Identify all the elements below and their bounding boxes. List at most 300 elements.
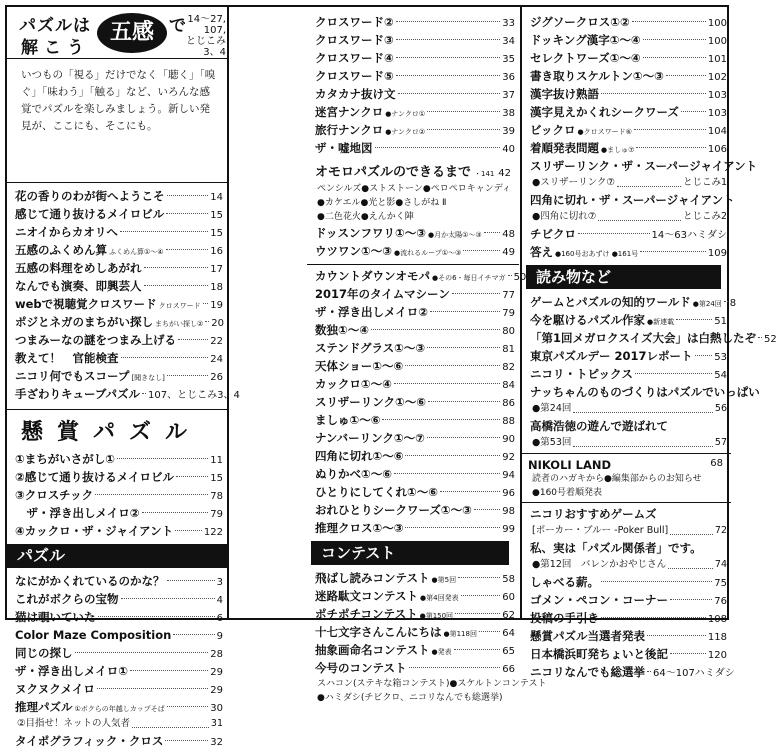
- leader-dots: [452, 293, 500, 294]
- toc-entry[interactable]: [522, 243, 731, 261]
- entry-page: 32: [210, 737, 223, 748]
- entry-title: 今を駆けるパズル作家: [530, 313, 645, 327]
- contest-section-title: コンテスト: [311, 541, 509, 565]
- entry-title: 推理パズル: [15, 700, 73, 714]
- leader-dots: [405, 455, 500, 456]
- entry-subtitle: ●第24回: [692, 300, 722, 308]
- entry-page: 34: [502, 36, 515, 47]
- leader-dots: [724, 301, 728, 302]
- toc-entry[interactable]: [522, 225, 731, 243]
- entry-subtitle: ●月か太陽①〜③: [428, 231, 482, 239]
- entry-page: 14: [210, 192, 223, 203]
- entry-page: 14〜63ハミダシ: [651, 230, 727, 241]
- toc-entry[interactable]: [522, 85, 731, 103]
- omoro-title-text: オモロパズルのできるまで: [315, 165, 472, 180]
- entry-title: ナッちゃんのものづくりはパズルでいっぱい: [530, 385, 760, 399]
- toc-entry[interactable]: [522, 663, 735, 681]
- toc-entry[interactable]: [7, 223, 227, 241]
- leader-dots: [454, 649, 501, 650]
- entry-title: 日本橋浜町発ちょいと後記: [530, 647, 668, 661]
- toc-entry[interactable]: [522, 49, 731, 67]
- toc-entry[interactable]: [307, 13, 519, 31]
- entry-subtitle: ②目指せ！ネットの人気者: [17, 718, 131, 729]
- entry-subtitle: ●第118回: [443, 630, 477, 638]
- leader-dots: [632, 21, 706, 22]
- entry-page: 72: [714, 525, 727, 536]
- entry-page: 60: [502, 592, 515, 603]
- toc-entry[interactable]: [522, 557, 731, 573]
- toc-entry[interactable]: [7, 241, 227, 259]
- entry-page: とじこみ1: [682, 177, 727, 188]
- toc-entry[interactable]: [307, 285, 519, 303]
- feature-header: [7, 7, 227, 59]
- leader-dots: [75, 652, 209, 653]
- contest-note-1: スハコン(ステキな箱コンテスト)●スケルトンコンテスト: [317, 679, 547, 689]
- leader-dots: [98, 616, 215, 617]
- toc-entry[interactable]: [7, 349, 227, 367]
- entry-title: クロスワード②: [315, 15, 394, 29]
- table-of-contents: [5, 5, 777, 748]
- entry-title: ヌクヌクメイロ: [15, 682, 95, 696]
- entry-page: 74: [714, 559, 727, 570]
- omoro-line-1: ペンシルズ●ストストーン●ペロペロキャンディ: [317, 184, 511, 194]
- entry-page: 122: [203, 527, 223, 538]
- puzzle-section-title: パズル: [7, 544, 227, 568]
- leader-dots: [167, 706, 209, 707]
- entry-title: チビクロ: [530, 227, 576, 241]
- toc-entry[interactable]: [522, 523, 731, 539]
- leader-dots: [117, 458, 208, 459]
- leader-dots: [617, 171, 681, 187]
- toc-entry[interactable]: [7, 486, 227, 504]
- entry-title: webで視聴覚クロスワード: [15, 297, 157, 311]
- entry-page: 17: [210, 264, 223, 275]
- entry-subtitle: ●ナンクロ②: [385, 128, 426, 136]
- toc-entry[interactable]: [307, 67, 519, 85]
- entry-page: 96: [502, 488, 515, 499]
- leader-dots: [640, 251, 706, 252]
- entry-title: 懸賞パズル当選者発表: [530, 629, 645, 643]
- header-line2: 解こう: [21, 38, 90, 58]
- entry-page: 54: [714, 370, 727, 381]
- nikoli-land-line-2: ●160号着順発表: [532, 488, 603, 498]
- entry-page: 11: [210, 455, 223, 466]
- toc-entry[interactable]: [522, 365, 731, 383]
- entry-page: 38: [502, 108, 515, 119]
- toc-entry[interactable]: [307, 139, 519, 157]
- entry-page: 51: [714, 316, 727, 327]
- entry-title: 手ざわりキューブパズル: [15, 387, 141, 401]
- omoro-line-2: ●カケエル●光と影●さしがね Ⅱ: [317, 198, 447, 208]
- toc-entry[interactable]: [522, 645, 731, 663]
- leader-dots: [463, 250, 500, 251]
- leader-dots: [598, 205, 681, 221]
- entry-page: 4: [216, 595, 223, 606]
- toc-entry[interactable]: [522, 139, 731, 157]
- toc-entry[interactable]: [307, 85, 519, 103]
- entry-page: 37: [502, 90, 515, 101]
- toc-entry[interactable]: [522, 311, 731, 329]
- entry-page: 80: [502, 326, 515, 337]
- entry-page: 78: [210, 491, 223, 502]
- entry-title: クロスワード④: [315, 51, 394, 65]
- leader-dots: [758, 337, 762, 338]
- entry-title: ドッキング漢字①〜④: [530, 33, 641, 47]
- leader-dots: [670, 653, 706, 654]
- leader-dots: [167, 375, 208, 376]
- leader-dots: [144, 267, 209, 268]
- entry-title: ウツワン①〜③: [315, 244, 392, 258]
- entry-page: 31: [210, 718, 223, 729]
- toc-entry[interactable]: [7, 504, 227, 522]
- reading-section-title: 読み物など: [526, 265, 721, 289]
- leader-dots: [394, 383, 500, 384]
- toc-entry[interactable]: [307, 483, 519, 501]
- entry-title: おれひとりシークワーズ①〜③: [315, 503, 472, 517]
- entry-subtitle: ●第53回: [532, 437, 572, 448]
- leader-dots: [178, 339, 208, 340]
- leader-dots: [142, 512, 209, 513]
- entry-page: 39: [502, 126, 515, 137]
- entry-page: 33: [502, 18, 515, 29]
- toc-entry[interactable]: [7, 662, 227, 680]
- leader-dots: [643, 39, 706, 40]
- nikoli-land-title[interactable]: [522, 456, 731, 472]
- leader-dots: [440, 491, 500, 492]
- entry-title: 感じて通り抜けるメイロビル: [15, 207, 165, 221]
- toc-entry[interactable]: [522, 401, 731, 417]
- entry-title: ひとりにしてくれ①〜⑥: [315, 485, 438, 499]
- entry-title: ザ・浮き出しメイロ②: [15, 506, 140, 520]
- leader-dots: [120, 231, 208, 232]
- toc-entry[interactable]: [307, 303, 519, 321]
- toc-entry[interactable]: [522, 13, 731, 31]
- entry-page: 40: [502, 144, 515, 155]
- intro-text: いつもの「視る」だけでなく「聴く」「嗅ぐ」「味わう」「触る」など、いろんな感覚でパズルを楽しみましょう。新しい発見が、ここにも、そこにも。: [7, 59, 227, 183]
- entry-page: 53: [714, 352, 727, 363]
- entry-page: 103: [707, 108, 727, 119]
- entry-title: ③クロスチック: [15, 488, 94, 502]
- entry-title: ジグソークロス①②: [530, 15, 630, 29]
- leader-dots: [458, 577, 500, 578]
- entry-title: 猫は覗いていた: [15, 610, 96, 624]
- entry-page: 81: [502, 344, 515, 355]
- entry-page: 88: [502, 416, 515, 427]
- entry-page: 92: [502, 452, 515, 463]
- toc-entry[interactable]: [7, 331, 227, 349]
- entry-page: 103: [707, 90, 727, 101]
- entry-title: Color Maze Composition: [15, 628, 172, 642]
- toc-entry[interactable]: [522, 573, 731, 591]
- entry-page: 86: [502, 398, 515, 409]
- leader-dots: [643, 57, 706, 58]
- header-page-2: 107,: [203, 25, 226, 36]
- toc-entry[interactable]: [307, 501, 519, 519]
- entry-page: 118: [707, 632, 727, 643]
- toc-entry[interactable]: [7, 716, 227, 732]
- entry-subtitle: ●発表: [431, 648, 452, 656]
- leader-dots: [405, 527, 500, 528]
- entry-title: 漢字抜け熟語: [530, 87, 599, 101]
- leader-dots: [676, 319, 712, 320]
- entry-subtitle: [聞きなし]: [131, 374, 165, 382]
- toc-entry[interactable]: [307, 641, 519, 659]
- toc-entry[interactable]: [7, 680, 227, 698]
- entry-title: 迷宮ナンクロ: [315, 105, 384, 119]
- entry-page: 48: [502, 229, 515, 240]
- entry-page: 66: [502, 664, 515, 675]
- entry-title: 「第1回メガロクスイズ大会」は白熱したぞ: [530, 331, 757, 345]
- entry-title: 五感のふくめん算: [15, 243, 107, 257]
- leader-dots: [601, 617, 706, 618]
- toc-entry[interactable]: [307, 605, 519, 623]
- entry-page: 20: [211, 318, 225, 329]
- leader-dots: [427, 437, 500, 438]
- toc-entry[interactable]: [522, 103, 731, 121]
- toc-entry[interactable]: [7, 367, 227, 385]
- toc-entry[interactable]: [522, 609, 731, 627]
- entry-page: 100: [707, 18, 727, 29]
- entry-title: ニコリ・トピックス: [530, 367, 633, 381]
- entry-page: 98: [502, 506, 515, 517]
- entry-title: カックロ①〜④: [315, 377, 392, 391]
- entry-page: 15: [210, 473, 223, 484]
- leader-dots: [205, 321, 209, 322]
- entry-title: ポジとネガのまちがい探し: [15, 315, 153, 329]
- entry-page: 90: [502, 434, 515, 445]
- toc-entry[interactable]: [522, 591, 731, 609]
- entry-title: 投稿の手引き: [530, 611, 599, 625]
- toc-entry[interactable]: [307, 519, 519, 537]
- entry-title: ゴメン・ペコン・コーナー: [530, 593, 668, 607]
- leader-dots: [455, 613, 500, 614]
- leader-dots: [427, 129, 500, 130]
- entry-title: ステンドグラス①〜③: [315, 341, 426, 355]
- toc-entry[interactable]: [7, 468, 227, 486]
- entry-title: ニコリおすすめゲームズ: [530, 507, 657, 521]
- leader-dots: [461, 595, 501, 596]
- leader-dots: [430, 311, 500, 312]
- entry-title: 答え: [530, 245, 553, 259]
- leader-dots: [601, 93, 706, 94]
- toc-entry[interactable]: [307, 267, 527, 285]
- entry-title: 四角に切れ①〜⑥: [315, 449, 404, 463]
- entry-subtitle: ●第150回: [419, 612, 454, 620]
- entry-subtitle: ●クロスワード⑥: [577, 128, 632, 136]
- entry-title: ④カックロ・ザ・ジャイアント: [15, 524, 174, 538]
- entry-title: ぬりかべ①〜⑥: [315, 467, 392, 481]
- toc-entry[interactable]: [7, 450, 227, 468]
- toc-entry[interactable]: [307, 569, 519, 587]
- leader-dots: [396, 75, 501, 76]
- entry-page: 57: [714, 437, 727, 448]
- entry-title: 今号のコンテスト: [315, 661, 407, 675]
- entry-title: ②感じて通り抜けるメイロビル: [15, 470, 175, 484]
- entry-subtitle: ①ボクらの年越しカップそば: [74, 705, 165, 713]
- entry-page: とじこみ2: [682, 211, 727, 222]
- toc-entry[interactable]: [7, 277, 227, 295]
- toc-entry[interactable]: [307, 659, 519, 677]
- entry-page: 75: [714, 578, 727, 589]
- leader-dots: [573, 431, 713, 447]
- entry-title: ニオイからカオリへ: [15, 225, 118, 239]
- entry-title: 花の香りのわが街へようこそ: [15, 189, 165, 203]
- toc-entry[interactable]: [7, 626, 227, 644]
- entry-title: 迷路駄文コンテスト: [315, 589, 419, 603]
- toc-entry[interactable]: [307, 103, 519, 121]
- toc-entry[interactable]: [307, 375, 519, 393]
- toc-entry[interactable]: [522, 175, 731, 191]
- toc-entry[interactable]: [7, 295, 227, 313]
- entry-subtitle: ●ナンクロ①: [385, 110, 426, 118]
- entry-page: 107、とじこみ3、4: [148, 390, 240, 401]
- toc-entry[interactable]: [7, 259, 227, 277]
- entry-title: 教えて！ 官能検査: [15, 351, 119, 365]
- entry-title: ニコリなんでも総選挙: [530, 665, 645, 679]
- entry-page: 49: [502, 247, 515, 258]
- entry-page: 30: [210, 703, 223, 714]
- leader-dots: [634, 129, 706, 130]
- leader-dots: [636, 147, 706, 148]
- entry-page: 26: [210, 372, 223, 383]
- leader-dots: [203, 303, 209, 304]
- toc-entry[interactable]: [522, 31, 731, 49]
- leader-dots: [405, 365, 500, 366]
- toc-entry[interactable]: [522, 329, 777, 347]
- toc-entry[interactable]: [7, 187, 227, 205]
- toc-entry[interactable]: [522, 627, 731, 645]
- entry-page: 15: [210, 228, 223, 239]
- entry-subtitle: ●第5回: [431, 576, 457, 584]
- entry-title: なんでも演奏、即興芸人: [15, 279, 142, 293]
- header-page-1: 14〜27,: [187, 14, 226, 25]
- entry-title: 漢字見えかくれシークワーズ: [530, 105, 679, 119]
- contest-note-2: ●ハミダシ(チビクロ、ニコリなんでも総選挙): [317, 693, 503, 703]
- leader-dots: [382, 419, 500, 420]
- entry-page: 94: [502, 470, 515, 481]
- entry-title: つまみーなの謎をつまみ上げる: [15, 333, 176, 347]
- entry-page: 79: [502, 308, 515, 319]
- leader-dots: [578, 233, 650, 234]
- entry-page: 62: [502, 610, 515, 621]
- entry-page: 84: [502, 380, 515, 391]
- leader-dots: [95, 494, 208, 495]
- entry-page: 76: [714, 596, 727, 607]
- toc-entry[interactable]: [307, 447, 519, 465]
- leader-dots: [167, 195, 209, 196]
- entry-title: クロスワード③: [315, 33, 394, 47]
- entry-subtitle: [ポーカー・ブルー -Poker Bull]: [532, 525, 669, 536]
- toc-entry[interactable]: [7, 732, 227, 750]
- column-right: [520, 7, 777, 679]
- entry-page: 6: [216, 613, 223, 624]
- entry-page: 35: [502, 54, 515, 65]
- leader-dots: [635, 373, 712, 374]
- toc-entry[interactable]: [307, 465, 519, 483]
- toc-entry[interactable]: [7, 644, 227, 662]
- leader-dots: [166, 213, 208, 214]
- leader-dots: [573, 397, 713, 413]
- toc-entry[interactable]: [522, 347, 731, 365]
- toc-entry[interactable]: [7, 572, 227, 590]
- entry-page: 64〜107ハミダシ: [653, 668, 735, 679]
- entry-title: 天体ショー①〜⑥: [315, 359, 404, 373]
- omoro-line-3: ●二色花火●えんかく陣: [317, 212, 414, 222]
- entry-subtitle: ●第12回 バレンかおやじさん: [532, 559, 667, 570]
- entry-title: しゃべる薪。: [530, 575, 599, 589]
- entry-subtitle: ふくめん算①〜④: [109, 248, 164, 256]
- toc-entry[interactable]: [307, 121, 519, 139]
- entry-page: 19: [210, 300, 223, 311]
- entry-title: ①まちがいさがし①: [15, 452, 115, 466]
- entry-title: ニコリ何でもスコープ: [15, 369, 130, 383]
- toc-entry[interactable]: [307, 411, 519, 429]
- toc-entry[interactable]: [522, 67, 731, 85]
- entry-page: 99: [502, 524, 515, 535]
- nikoli-land-label: NIKOLI LAND: [528, 458, 612, 472]
- toc-entry[interactable]: [522, 435, 731, 451]
- toc-entry[interactable]: [307, 357, 519, 375]
- toc-entry[interactable]: [307, 31, 519, 49]
- header-badge: 五感: [97, 13, 167, 53]
- leader-dots: [176, 476, 208, 477]
- header-de: で: [169, 16, 186, 36]
- leader-dots: [647, 671, 651, 672]
- toc-entry[interactable]: [7, 590, 227, 608]
- entry-title: ポチポチコンテスト: [315, 607, 418, 621]
- entry-title: ナンバーリンク①〜⑦: [315, 431, 425, 445]
- entry-subtitle: ●160号おあずけ ●161号: [555, 250, 639, 258]
- toc-entry[interactable]: [307, 623, 519, 641]
- toc-entry[interactable]: [307, 224, 519, 242]
- toc-entry[interactable]: [307, 429, 519, 447]
- leader-dots: [647, 635, 706, 636]
- toc-entry[interactable]: [307, 339, 519, 357]
- toc-entry[interactable]: [307, 587, 519, 605]
- entry-title: ビックロ: [530, 123, 576, 137]
- header-page-3: とじこみ3、4: [186, 36, 226, 58]
- entry-subtitle: ●第4回発表: [420, 594, 459, 602]
- entry-page: 29: [210, 667, 223, 678]
- entry-page: 52: [764, 334, 777, 345]
- entry-page: 50: [513, 272, 527, 283]
- entry-title: 飛ばし読みコンテスト: [315, 571, 430, 585]
- entry-page: 15: [210, 210, 223, 221]
- entry-title: 数独①〜④: [315, 323, 369, 337]
- toc-entry[interactable]: [7, 313, 227, 331]
- leader-dots: [695, 355, 713, 356]
- entry-title: セレクトワーズ①〜④: [530, 51, 641, 65]
- entry-page: 102: [707, 72, 727, 83]
- toc-entry[interactable]: [522, 293, 737, 311]
- entry-subtitle: ●新連載: [647, 318, 675, 326]
- entry-title: 2017年のタイムマシーン: [315, 287, 450, 301]
- toc-entry[interactable]: [307, 393, 519, 411]
- toc-entry[interactable]: [307, 49, 519, 67]
- entry-page: 22: [210, 336, 223, 347]
- toc-entry[interactable]: [7, 385, 240, 403]
- entry-subtitle: まちがい探し②: [155, 320, 204, 328]
- entry-title: ましゅ①〜⑥: [315, 413, 381, 427]
- toc-entry[interactable]: [522, 209, 731, 225]
- toc-entry[interactable]: [7, 205, 227, 223]
- toc-entry[interactable]: [7, 522, 227, 540]
- omoro-title[interactable]: [307, 157, 519, 182]
- toc-entry[interactable]: [522, 121, 731, 139]
- toc-entry[interactable]: [307, 321, 519, 339]
- toc-entry[interactable]: [7, 608, 227, 626]
- toc-entry[interactable]: [307, 242, 519, 260]
